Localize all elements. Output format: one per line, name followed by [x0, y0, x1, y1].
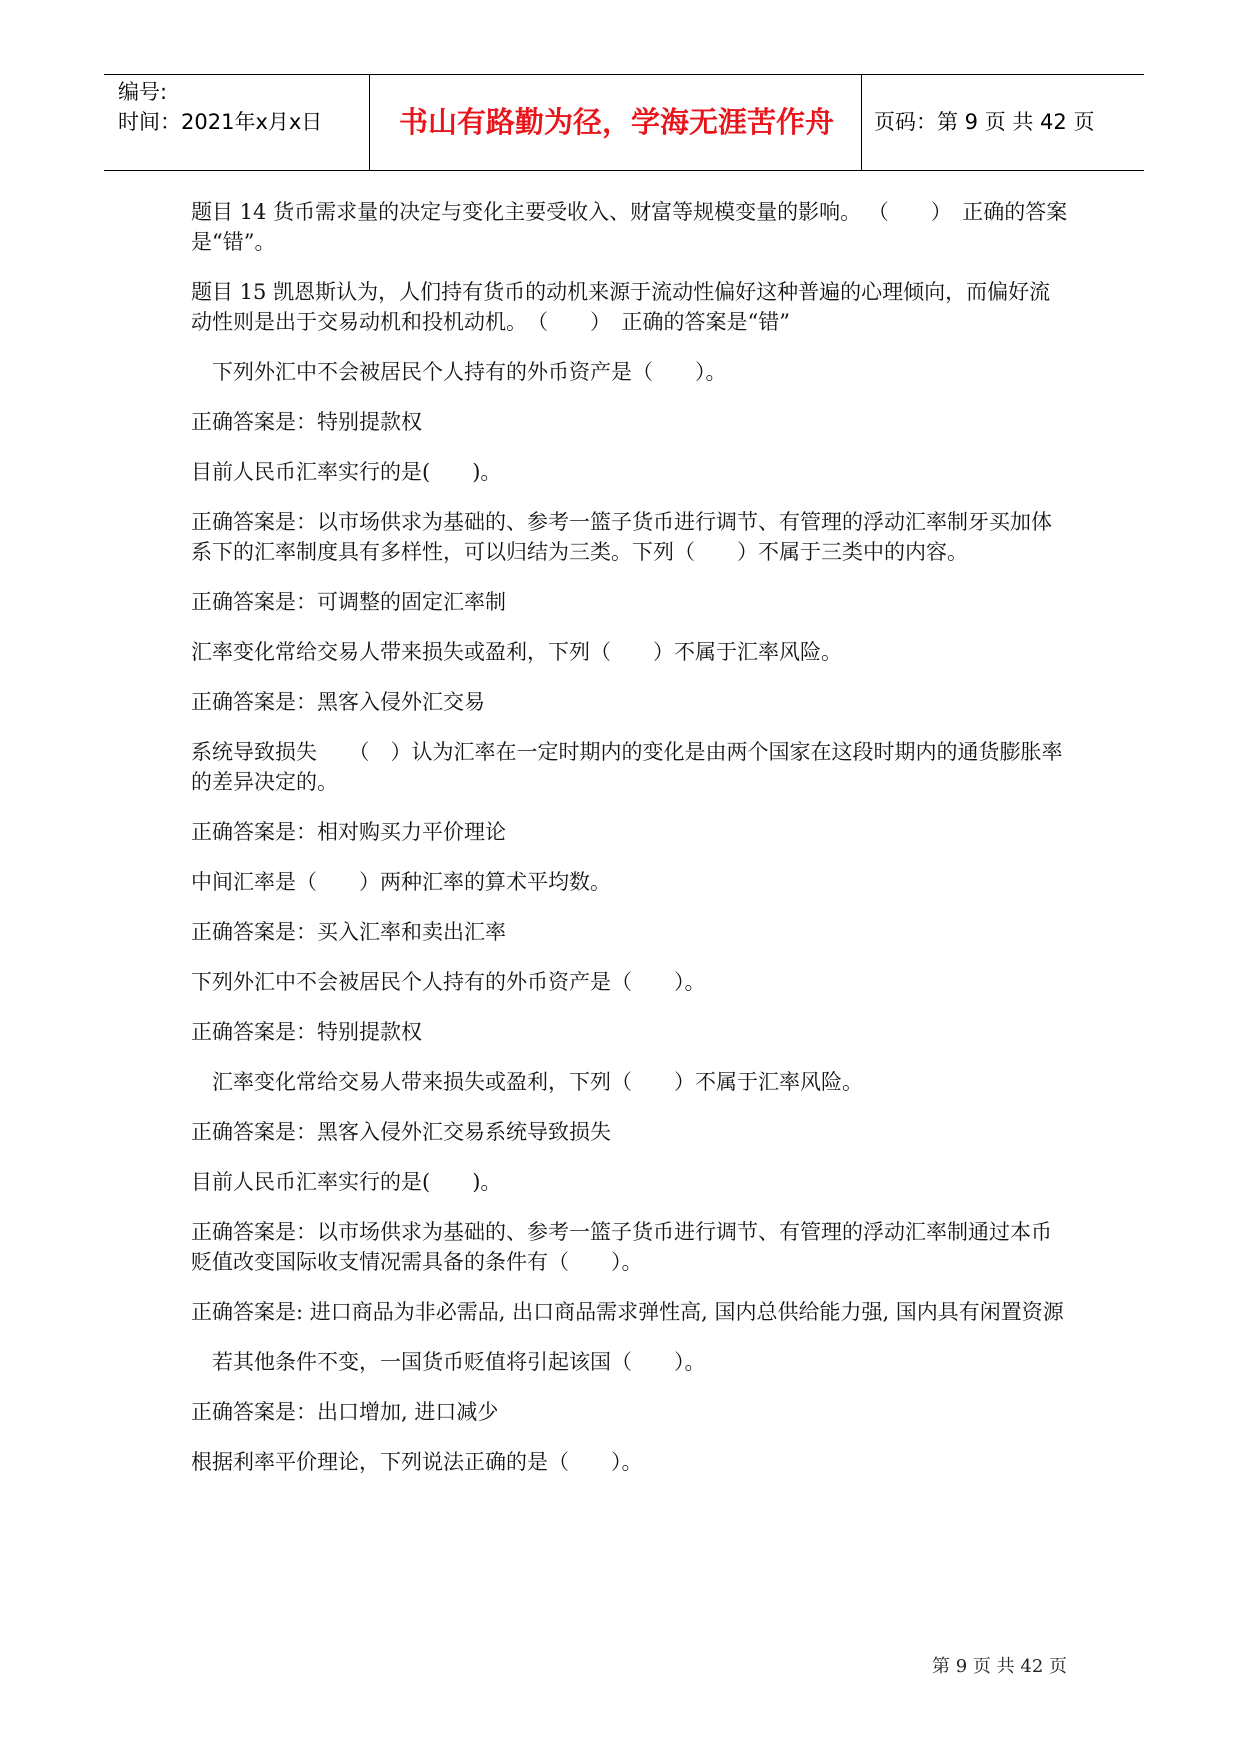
answer-paragraph: 正确答案是：黑客入侵外汇交易	[191, 690, 485, 714]
header-divider-left	[369, 75, 370, 170]
paragraph-q14: 题目 14 货币需求量的决定与变化主要受收入、财富等规模变量的影响。 （ ） 正确的答案是“错”。	[191, 200, 1068, 254]
paragraph-q15: 题目 15 凯恩斯认为，人们持有货币的动机来源于流动性偏好这种普遍的心理倾向，而偏好流动性则是出于交易动机和投机动机。 （ ） 正确的答案是“错”	[191, 280, 1051, 334]
header-motto: 书山有路勤为径，学海无涯苦作舟	[398, 105, 834, 139]
answer-paragraph: 正确答案是：特别提款权	[191, 1020, 422, 1044]
question-paragraph: 若其他条件不变，一国货币贬值将引起该国（ ）。	[191, 1350, 706, 1374]
question-paragraph: 系统导致损失 （ ）认为汇率在一定时期内的变化是由两个国家在这段时期内的通货膨胀率的差异决定的。	[191, 740, 1063, 794]
question-paragraph: 目前人民币汇率实行的是( )。	[191, 1170, 502, 1194]
header-meta	[118, 77, 368, 137]
question-paragraph: 中间汇率是（ ）两种汇率的算术平均数。	[191, 870, 611, 894]
question-paragraph: 汇率变化常给交易人带来损失或盈利，下列（ ）不属于汇率风险。	[191, 1070, 863, 1094]
answer-paragraph: 正确答案是：出口增加, 进口减少	[191, 1400, 499, 1424]
answer-paragraph: 正确答案是：买入汇率和卖出汇率	[191, 920, 506, 944]
header-divider-right	[861, 75, 862, 170]
answer-paragraph: 正确答案是：可调整的固定汇率制	[191, 590, 506, 614]
question-paragraph: 目前人民币汇率实行的是( )。	[191, 460, 502, 484]
page-header	[104, 74, 1144, 171]
document-number-label: 编号:	[118, 80, 168, 104]
answer-paragraph: 正确答案是：以市场供求为基础的、参考一篮子货币进行调节、有管理的浮动汇率制牙买加体系下的汇率制度具有多样性，可以归结为三类。下列（ ）不属于三类中的内容。	[191, 510, 1052, 564]
answer-paragraph: 正确答案是：以市场供求为基础的、参考一篮子货币进行调节、有管理的浮动汇率制通过本币贬值改变国际收支情况需具备的条件有（ ）。	[191, 1220, 1052, 1274]
question-paragraph: 根据利率平价理论，下列说法正确的是（ ）。	[191, 1450, 643, 1474]
page-footer: 第 9 页 共 42 页	[932, 1656, 1067, 1677]
answer-paragraph: 正确答案是：相对购买力平价理论	[191, 820, 506, 844]
document-body	[191, 197, 1069, 1497]
document-time-label: 时间：2021年x月x日	[118, 110, 323, 134]
question-paragraph: 下列外汇中不会被居民个人持有的外币资产是（ ）。	[191, 360, 727, 384]
question-paragraph: 下列外汇中不会被居民个人持有的外币资产是（ ）。	[191, 970, 706, 994]
answer-paragraph: 正确答案是：黑客入侵外汇交易系统导致损失	[191, 1120, 611, 1144]
answer-paragraph: 正确答案是：特别提款权	[191, 410, 422, 434]
answer-paragraph: 正确答案是: 进口商品为非必需品, 出口商品需求弹性高, 国内总供给能力强, 国内具有闲置资源	[191, 1300, 1064, 1324]
question-paragraph: 汇率变化常给交易人带来损失或盈利，下列（ ）不属于汇率风险。	[191, 640, 842, 664]
header-page-info: 页码：第 9 页 共 42 页	[874, 110, 1095, 134]
